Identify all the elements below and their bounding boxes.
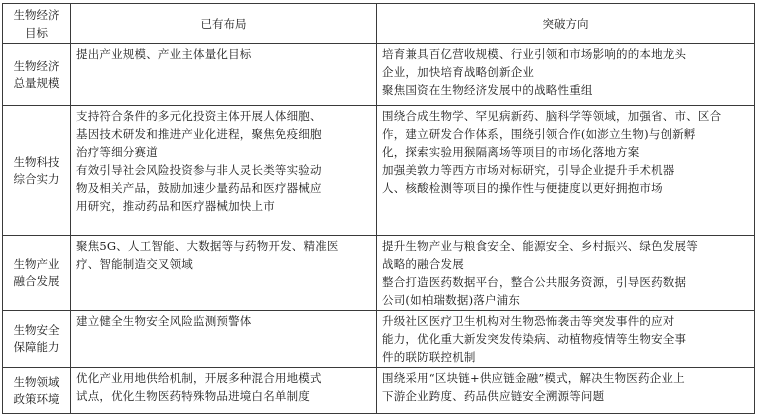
- existing-layout-cell-line: 支持符合条件的多元化投资主体开展人体细胞、: [76, 109, 322, 123]
- existing-layout-cell-line: 试点，优化生物医药特殊物品进境白名单制度: [76, 389, 310, 403]
- existing-layout-cell-line: 建立健全生物安全风险监测预警体: [76, 314, 252, 328]
- header-target: [3, 4, 71, 44]
- dimension-cell-line: 生物经济: [13, 58, 60, 73]
- existing-layout-cell-line: 有效引导社会风险投资参与非人灵长类等实验动: [76, 163, 322, 177]
- dimension-cell-line: 保障能力: [13, 340, 60, 354]
- table-row: [3, 368, 755, 414]
- dimension-cell: [3, 44, 71, 106]
- existing-layout-cell: [71, 44, 377, 106]
- header-existing-layout: 已有布局: [71, 4, 377, 44]
- existing-layout-cell-line: 基因技术研发和推进产业化进程，聚焦免疫细胞: [76, 127, 322, 141]
- dimension-cell-line: 政策环境: [13, 391, 60, 406]
- dimension-cell-line: 融合发展: [13, 274, 60, 288]
- table-row: [3, 311, 755, 368]
- dimension-cell: [3, 106, 71, 236]
- breakthrough-cell-line: 聚焦国资在生物经济发展中的战略性重组: [382, 83, 593, 97]
- breakthrough-cell-line: 化，探索实验用猴隔离场等项目的市场化落地方案: [382, 145, 640, 159]
- dimension-cell-line: 生物安全: [13, 323, 60, 337]
- existing-layout-cell: [71, 368, 377, 414]
- header-breakthrough: 突破方向: [377, 4, 755, 44]
- existing-layout-cell-line: 用研究，推动药品和医疗器械加快上市: [76, 199, 275, 213]
- table-row: [3, 236, 755, 311]
- breakthrough-cell: [377, 236, 755, 311]
- existing-layout-cell-line: 优化产业用地供给机制，开展多种混合用地模式: [76, 371, 322, 385]
- existing-layout-cell: [71, 106, 377, 236]
- breakthrough-cell-line: 培育兼具百亿营收规模、行业引领和市场影响的的本地龙头: [382, 47, 687, 61]
- breakthrough-cell-line: 围绕采用“区块链+供应链金融”模式，解决生物医药企业上: [382, 371, 685, 385]
- header-target-line-2: 目标: [25, 25, 48, 40]
- breakthrough-cell-line: 公司(如柏瑞数据)落户浦东: [382, 293, 521, 307]
- breakthrough-cell-line: 人、核酸检测等项目的操作性与便捷度以更好拥抱市场: [382, 181, 663, 195]
- breakthrough-cell: [377, 106, 755, 236]
- table-row: [3, 106, 755, 236]
- existing-layout-cell-line: 疗、智能制造交叉领域: [76, 257, 193, 271]
- existing-layout-cell-line: 提出产业规模、产业主体量化目标: [76, 47, 252, 61]
- breakthrough-cell: [377, 44, 755, 106]
- breakthrough-cell-line: 战略的融合发展: [382, 257, 464, 271]
- breakthrough-cell-line: 下游企业跨度、药品供应链安全溯源等问题: [382, 389, 605, 403]
- existing-layout-cell-line: 聚焦5G、人工智能、大数据等与药物开发、精准医: [76, 239, 339, 253]
- existing-layout-cell-line: 物及相关产品，鼓励加速少量药品和医疗器械应: [76, 181, 322, 195]
- dimension-cell: [3, 311, 71, 368]
- bio-economy-table: [2, 3, 755, 414]
- dimension-cell: [3, 368, 71, 414]
- existing-layout-cell-line: 治疗等细分赛道: [76, 145, 158, 159]
- dimension-cell: [3, 236, 71, 311]
- existing-layout-cell: [71, 311, 377, 368]
- breakthrough-cell-line: 整合打造医药数据平台，整合公共服务资源，引导医药数据: [382, 275, 687, 289]
- dimension-cell-line: 总量规模: [13, 75, 60, 90]
- breakthrough-cell-line: 围绕合成生物学、罕见病新药、脑科学等领域，加强省、市、区合: [382, 109, 722, 123]
- breakthrough-cell: [377, 368, 755, 414]
- breakthrough-cell-line: 能力，优化重大新发突发传染病、动植物疫情等生物安全事: [382, 332, 687, 346]
- table-header-row: [3, 4, 755, 44]
- header-target-line-1: 生物经济: [13, 7, 60, 22]
- breakthrough-cell-line: 件的联防联控机制: [382, 350, 476, 364]
- dimension-cell-line: 综合实力: [13, 171, 60, 186]
- table-row: [3, 44, 755, 106]
- breakthrough-cell-line: 提升生物产业与粮食安全、能源安全、乡村振兴、绿色发展等: [382, 239, 698, 253]
- dimension-cell-line: 生物科技: [13, 154, 60, 169]
- breakthrough-cell: [377, 311, 755, 368]
- existing-layout-cell: [71, 236, 377, 311]
- dimension-cell-line: 生物领域: [13, 374, 60, 389]
- dimension-cell-line: 生物产业: [13, 257, 60, 271]
- breakthrough-cell-line: 升级社区医疗卫生机构对生物恐怖袭击等突发事件的应对: [382, 314, 675, 328]
- breakthrough-cell-line: 加强美敦力等西方市场对标研究，引导企业提升手术机器: [382, 163, 675, 177]
- breakthrough-cell-line: 作，建立研发合作体系，围绕引领合作(如澎立生物)与创新孵: [382, 127, 696, 141]
- breakthrough-cell-line: 企业，加快培育战略创新企业: [382, 65, 535, 79]
